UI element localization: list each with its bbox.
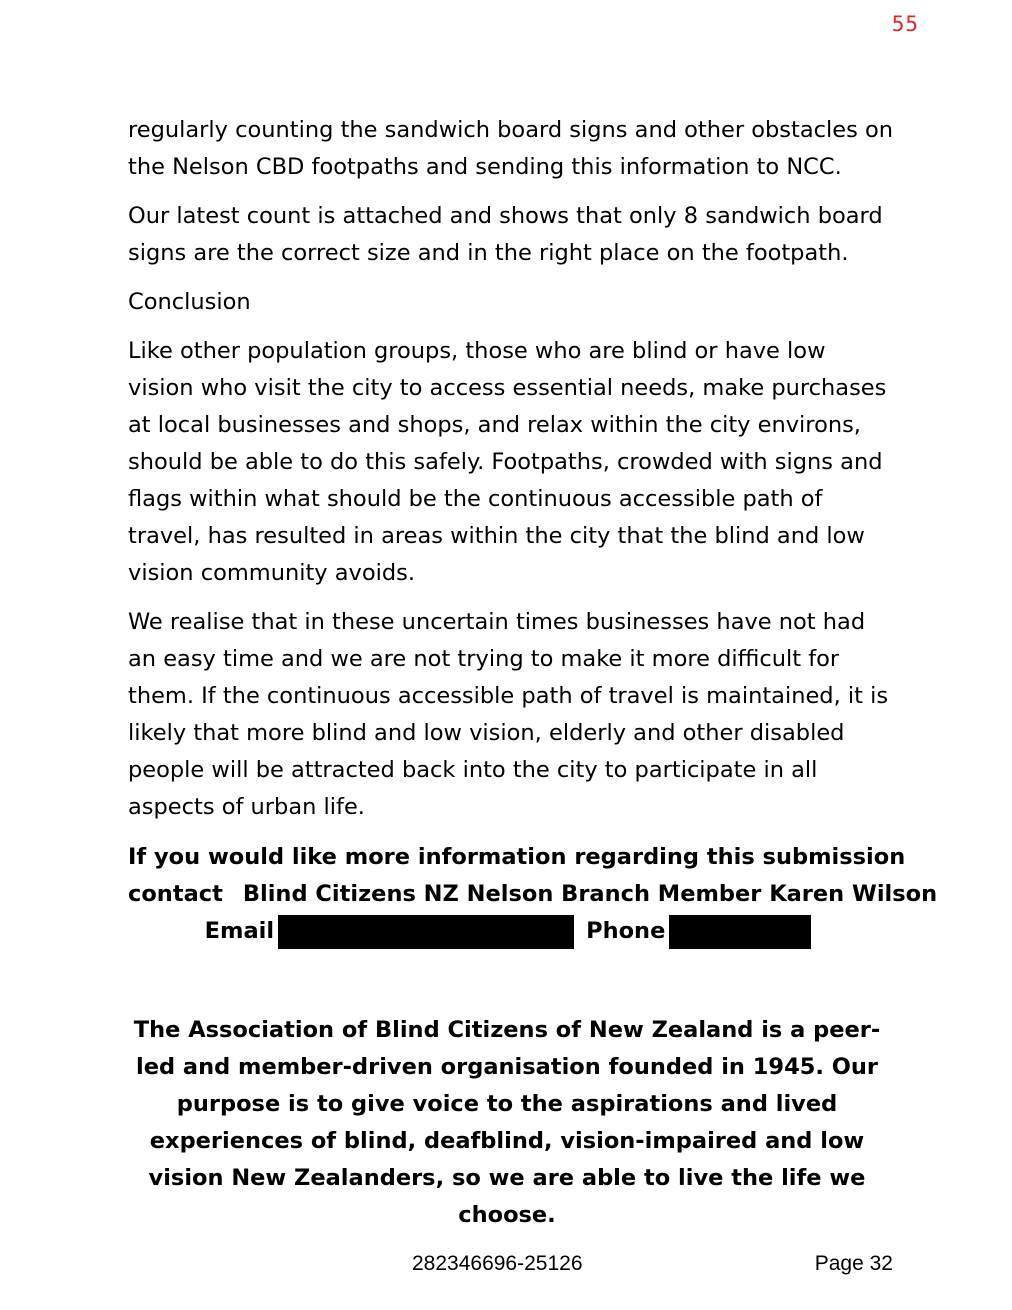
email-label: Email xyxy=(204,918,275,944)
organisation-statement: The Association of Blind Citizens of New Zealand is a peer-led and member-driven organisation founded in 1945. Our purpose is to give voice to the aspirations and lived experiences of blind, deafblind, vision-impaired and low vision New Zealanders, so we are able to live the life we choose. xyxy=(133,1017,881,1228)
paragraph-conclusion: Like other population groups, those who are blind or have low vision who visit the city to access essential needs, make purchases at local businesses and shops, and relax within the city environs, should be able to do this safely. Footpaths, crowded with signs and flags within what should be the continuous accessible path of travel, has resulted in areas within the city that the blind and low vision community avoids. xyxy=(128,338,887,586)
contact-label: contact xyxy=(128,881,223,907)
contact-name-line xyxy=(128,876,938,913)
email-redaction xyxy=(278,915,574,949)
contact-block xyxy=(128,839,938,950)
paragraph-counting: regularly counting the sandwich board signs and other obstacles on the Nelson CBD footpaths and sending this information to NCC. xyxy=(128,117,893,180)
phone-label: Phone xyxy=(586,918,666,944)
paragraph-latest-count: Our latest count is attached and shows that only 8 sandwich board signs are the correct size and in the right place on the footpath. xyxy=(128,203,883,266)
footer-page-label: Page 32 xyxy=(814,1252,893,1275)
contact-details-line xyxy=(128,913,888,950)
body-text xyxy=(128,112,898,838)
paragraph-businesses: We realise that in these uncertain times businesses have not had an easy time and we are not trying to make it more difficult for them. If the continuous accessible path of travel is maintained, it is likely that more blind and low vision, elderly and other disabled people will be attracted back into the city to participate in all aspects of urban life. xyxy=(128,609,889,820)
contact-name: Blind Citizens NZ Nelson Branch Member Karen Wilson xyxy=(242,881,938,907)
footer-document-id: 282346696-25126 xyxy=(412,1252,583,1275)
contact-intro: If you would like more information regarding this submission xyxy=(128,844,906,870)
phone-redaction xyxy=(669,915,811,949)
page-number: 55 xyxy=(891,12,919,36)
section-heading-conclusion: Conclusion xyxy=(128,289,251,315)
